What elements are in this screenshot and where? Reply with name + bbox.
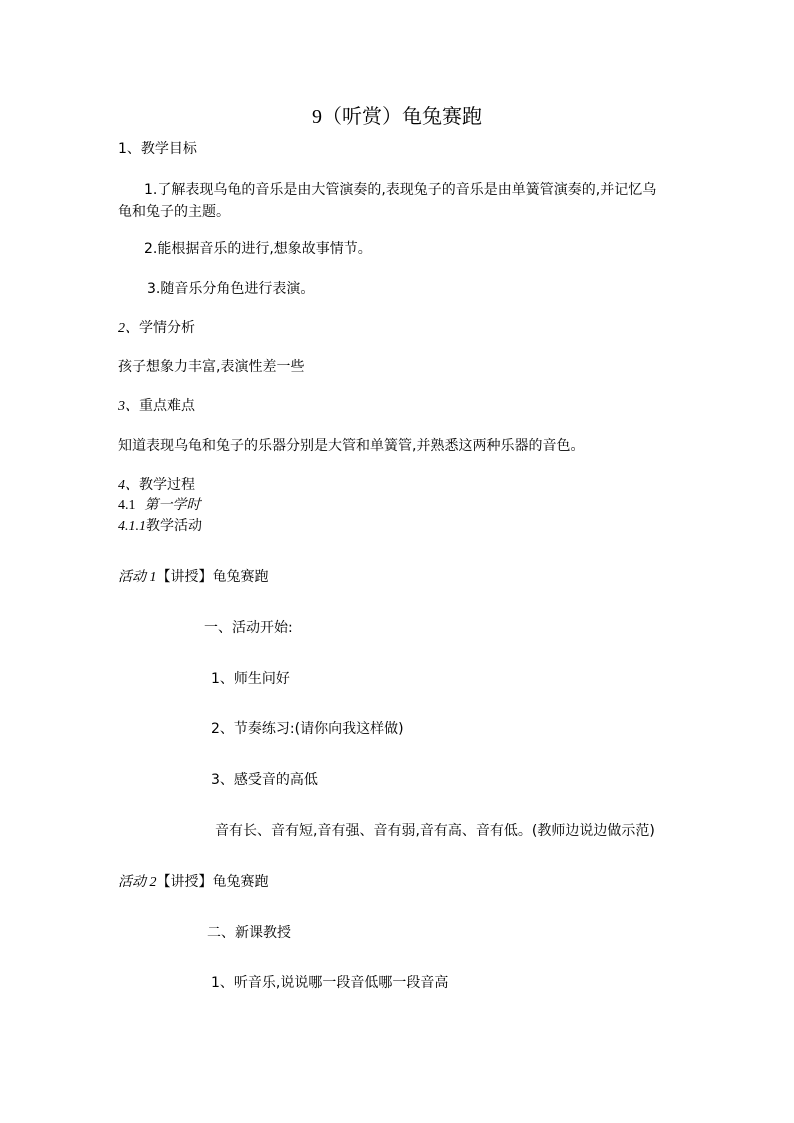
section-number: 3、 xyxy=(118,399,139,414)
activity-1-step: 一、活动开始: xyxy=(204,620,293,636)
activity-label: 【讲授】龟兔赛跑 xyxy=(156,569,269,585)
activity-2-step: 二、新课教授 xyxy=(207,925,291,941)
section-heading-label: 教学过程 xyxy=(139,477,195,493)
list-item: 1、师生问好 xyxy=(211,671,290,687)
objective-1: 1.了解表现乌龟的音乐是由大管演奏的,表现兔子的音乐是由单簧管演奏的,并记忆乌龟和兔子的主题。 xyxy=(118,182,657,220)
activity-prefix: 活动 2 xyxy=(118,875,157,890)
list-item: 1、听音乐,说说哪一段音低哪一段音高 xyxy=(211,975,449,991)
activity-2-heading xyxy=(118,872,269,893)
analysis-body: 孩子想象力丰富,表演性差一些 xyxy=(118,359,305,375)
activity-label: 【讲授】龟兔赛跑 xyxy=(156,874,269,890)
subsection-lesson xyxy=(118,495,200,516)
section-heading-keypoints xyxy=(118,396,195,417)
section-heading-label: 重点难点 xyxy=(139,398,195,414)
objective-3: 3.随音乐分角色进行表演。 xyxy=(147,281,315,297)
activity-1-heading xyxy=(118,567,269,588)
subsubsection-number: 4.1.1 xyxy=(118,519,146,534)
subsection-number: 4.1 xyxy=(118,498,136,513)
section-heading-process xyxy=(118,475,195,496)
subsection-label: 第一学时 xyxy=(144,498,201,513)
list-item: 3、感受音的高低 xyxy=(211,772,318,788)
section-heading-label: 学情分析 xyxy=(139,320,195,336)
section-heading-objectives: 1、教学目标 xyxy=(118,141,197,157)
objective-2: 2.能根据音乐的进行,想象故事情节。 xyxy=(144,241,372,257)
section-number: 2、 xyxy=(118,321,139,336)
activity-prefix: 活动 1 xyxy=(118,570,157,585)
keypoints-body: 知道表现乌龟和兔子的乐器分别是大管和单簧管,并熟悉这两种乐器的音色。 xyxy=(118,438,585,454)
section-heading-analysis xyxy=(118,318,195,339)
page-title: 9（听赏）龟兔赛跑 xyxy=(312,106,482,128)
activity-1-note: 音有长、音有短,音有强、音有弱,音有高、音有低。(教师边说边做示范) xyxy=(215,823,655,839)
section-number: 4、 xyxy=(118,478,139,493)
subsubsection-activities xyxy=(118,516,202,537)
list-item: 2、节奏练习:(请你向我这样做) xyxy=(211,721,404,737)
subsubsection-label: 教学活动 xyxy=(146,518,202,534)
